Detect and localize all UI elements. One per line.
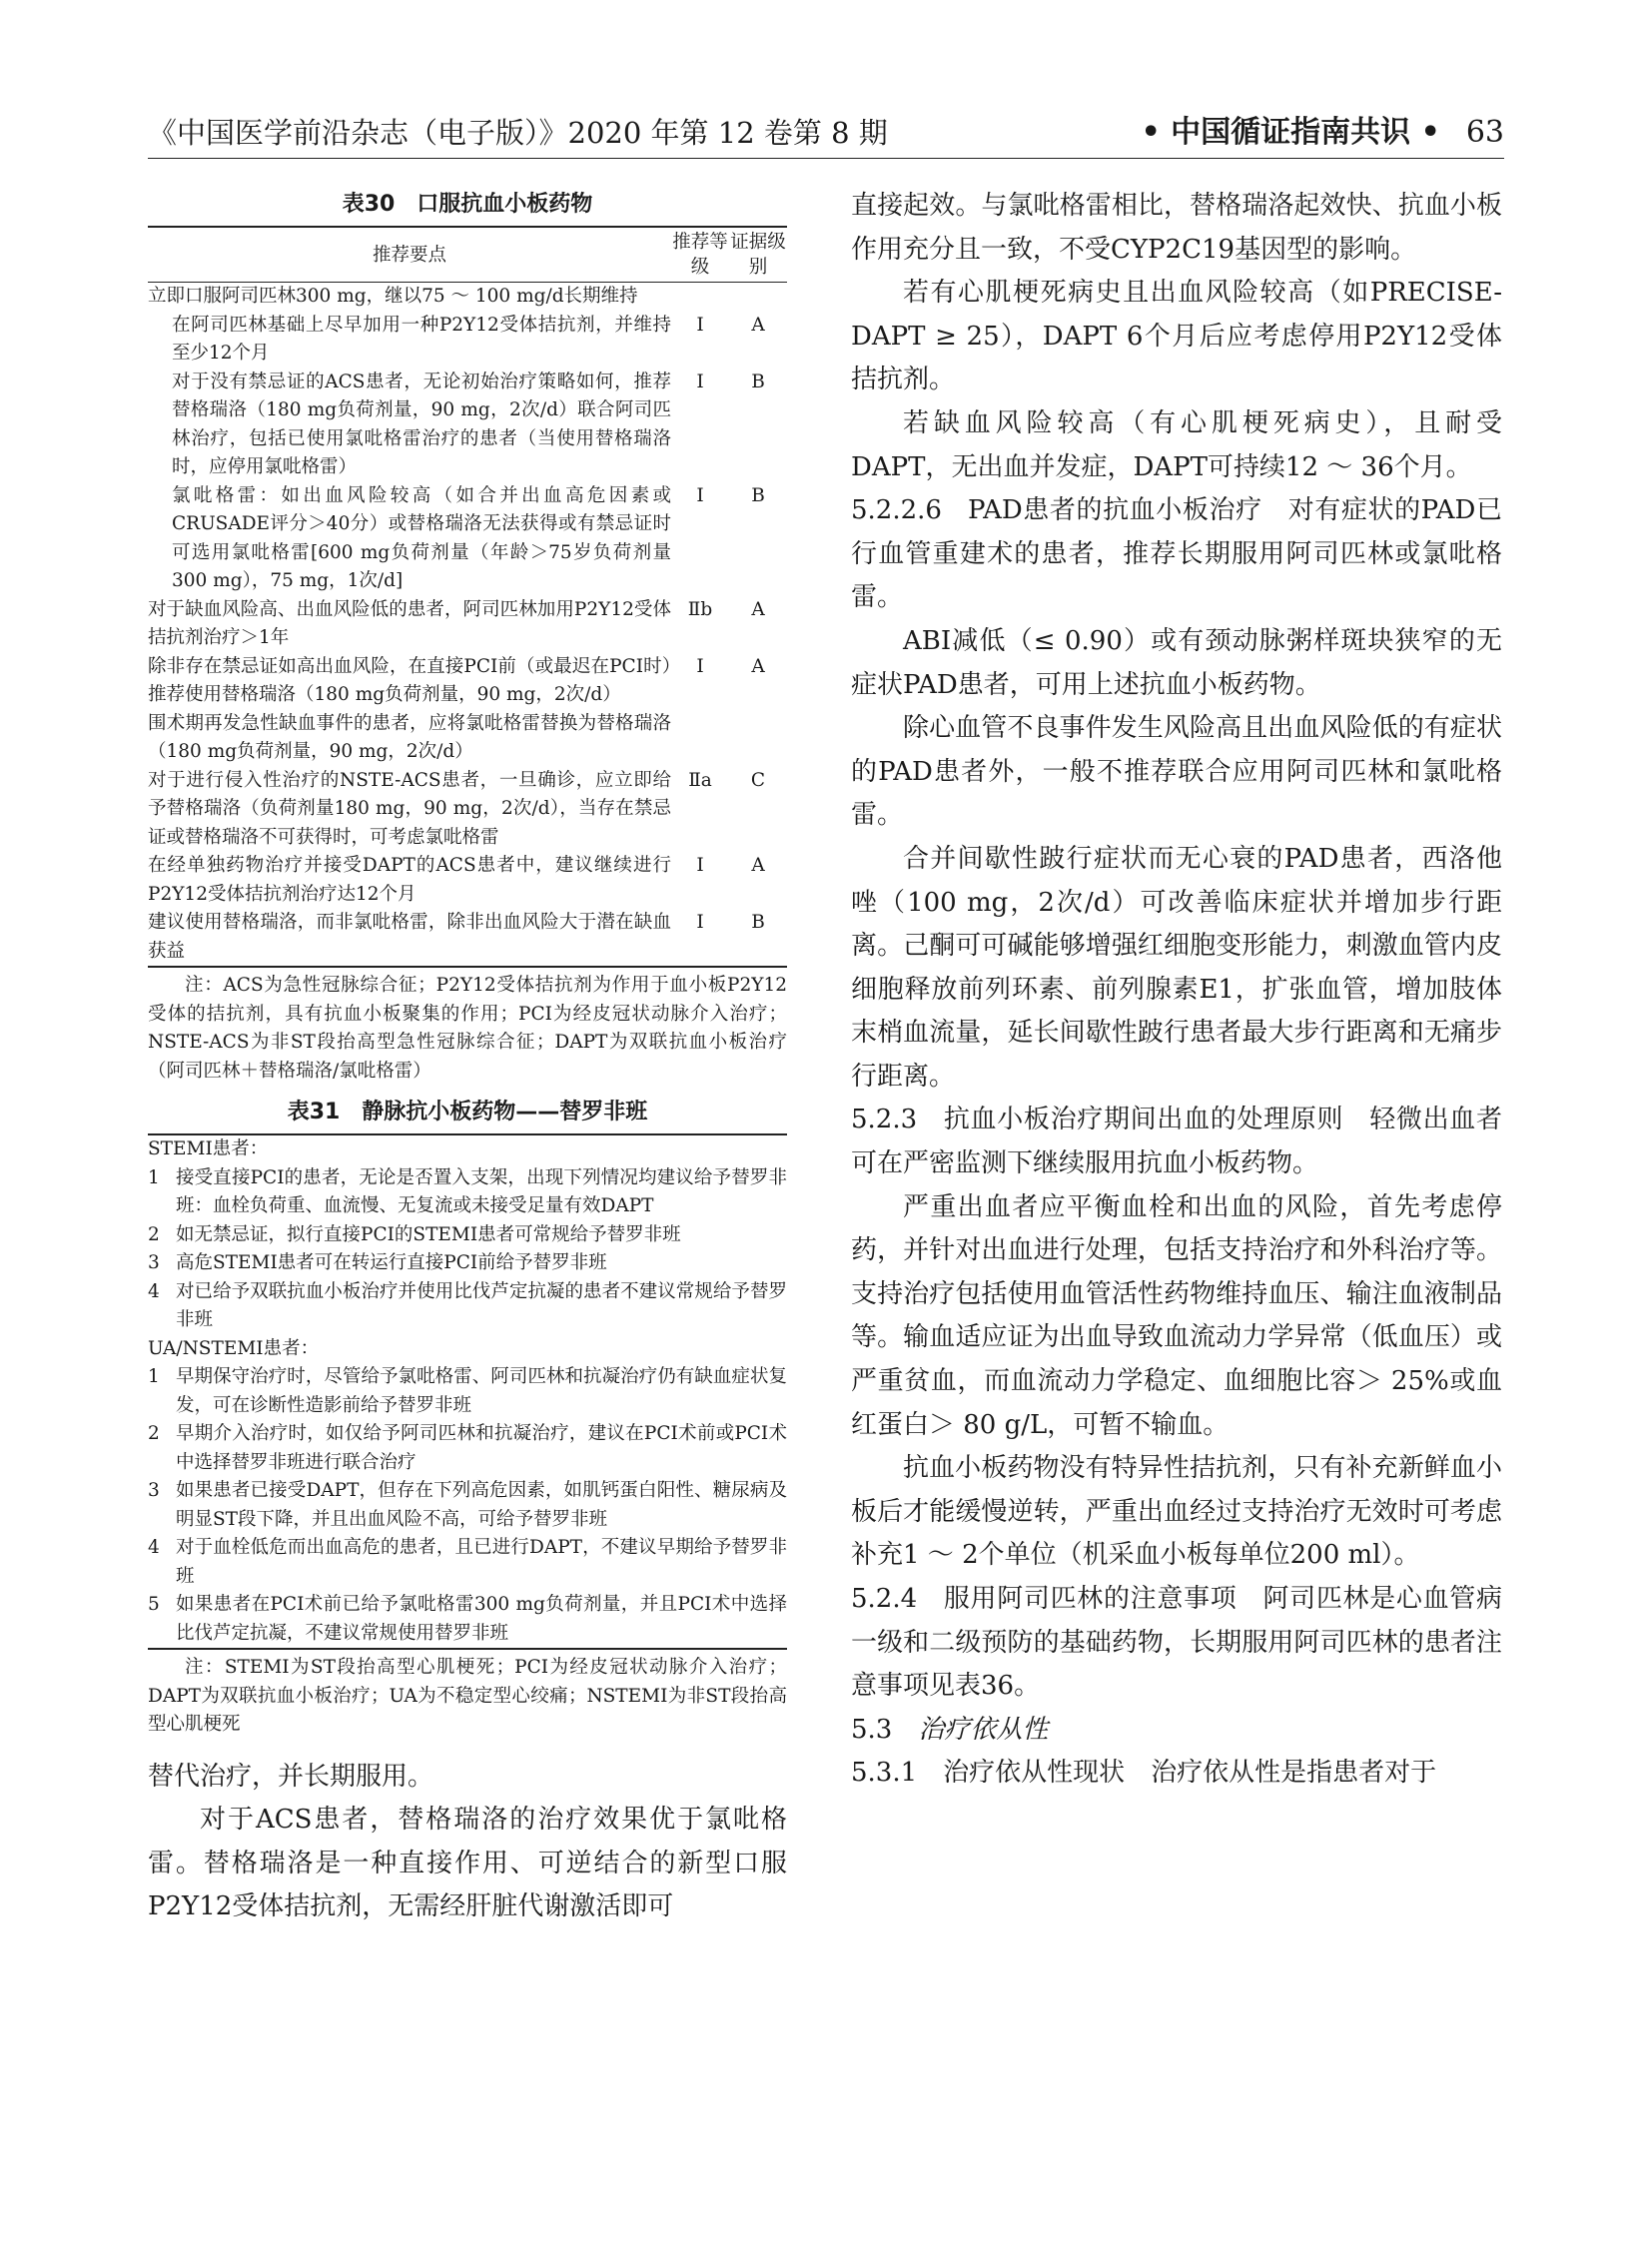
section-5-3 [851,1709,1502,1753]
col-grade: 推荐等级 [672,232,728,278]
header-rule [148,158,1504,159]
section-text: 对有症状的PAD已行血管重建术的患者，推荐长期服用阿司匹林或氯吡格雷。 [851,495,1503,613]
table-row: 立即口服阿司匹林300 mg，继以75 ～ 100 mg/d长期维持 [148,286,638,307]
section-title: PAD患者的抗血小板治疗 [967,495,1262,526]
col-level: 证据级别 [730,232,786,278]
section-5-3-1 [851,1752,1502,1796]
section-number: 5.3.1 [851,1758,918,1789]
table-row: 对于缺血风险高、出血风险低的患者，阿司匹林加用P2Y12受体拮抗剂治疗＞1年 Ⅱb A [148,598,765,648]
table30-note: 注：ACS为急性冠脉综合征；P2Y12受体拮抗剂为作用于血小板P2Y12受体的拮抗剂，具有抗血小板聚集的作用；PCI为经皮冠状动脉介入治疗；NSTE-ACS为非ST段抬高型急性冠脉综合征；DAPT为双联抗血小板治疗（阿司匹林＋替格瑞洛/氯吡格雷） [148,975,787,1082]
list-item: 2 早期介入治疗时，如仅给予阿司匹林和抗凝治疗，建议在PCI术前或PCI术中选择替罗非班进行联合治疗 [148,1423,787,1473]
table30 [148,226,787,968]
paragraph: 若缺血风险较高（有心肌梗死病史），且耐受DAPT，无出血并发症，DAPT可持续12 ～ 36个月。 [851,407,1502,482]
section-name: • 中国循证指南共识 • [1141,115,1440,150]
left-column [148,185,787,1929]
journal-citation: 《中国医学前沿杂志（电子版）》2020 年第 12 卷第 8 期 [148,116,888,150]
list-item: 4 对于血栓低危而出血高危的患者，且已进行DAPT，不建议早期给予替罗非班 [148,1537,787,1587]
section-number: 5.2.3 [851,1105,918,1135]
paragraph: ABI减低（≤ 0.90）或有颈动脉粥样斑块狭窄的无症状PAD患者，可用上述抗血小板药物。 [851,625,1502,700]
paragraph: 严重出血者应平衡血栓和出血的风险，首先考虑停药，并针对出血进行处理，包括支持治疗和外科治疗等。支持治疗包括使用血管活性药物维持血压、输注血液制品等。输血适应证为出血导致血流动力学异常（低血压）或严重贫血，而血流动力学稳定、血细胞比容＞ 25%或血红蛋白＞ 80 g/L，可暂不输血。 [851,1191,1502,1440]
table-row: 在阿司匹林基础上尽早加用一种P2Y12受体拮抗剂，并维持至少12个月 Ⅰ A [172,314,765,364]
paragraph: 替代治疗，并长期服用。 [148,1761,434,1792]
section-title: 服用阿司匹林的注意事项 [943,1584,1238,1614]
table-row: 在经单独药物治疗并接受DAPT的ACS患者中，建议继续进行P2Y12受体拮抗剂治疗达12个月 Ⅰ A [148,855,765,905]
paragraph: 合并间歇性跛行症状而无心衰的PAD患者，西洛他唑（100 mg，2次/d）可改善临床症状并增加步行距离。己酮可可碱能够增强红细胞变形能力，刺激血管内皮细胞释放前列环素、前列腺素E1，扩张血管，增加肢体末梢血流量，延长间歇性跛行患者最大步行距离和无痛步行距离。 [851,843,1502,1092]
section-number: 5.2.4 [851,1584,918,1614]
ua-section-title: UA/NSTEMI患者： [148,1337,320,1359]
section-5-2-3 [851,1099,1502,1185]
section-title: 治疗依从性 [918,1714,1049,1745]
table-row: 除非存在禁忌证如高出血风险，在直接PCI前（或最迟在PCI时）推荐使用替格瑞洛（180 mg负荷剂量，90 mg，2次/d） Ⅰ A [148,655,765,705]
list-item: 5 如果患者在PCI术前已给予氯吡格雷300 mg负荷剂量，并且PCI术中选择比伐芦定抗凝，不建议常规使用替罗非班 [148,1594,787,1644]
table-row: 对于进行侵入性治疗的NSTE-ACS患者，一旦确诊，应立即给予替格瑞洛（负荷剂量180 mg，90 mg，2次/d），当存在禁忌证或替格瑞洛不可获得时，可考虑氯吡格雷 Ⅱa C [148,769,766,848]
paragraph: 除心血管不良事件发生风险高且出血风险低的有症状的PAD患者外，一般不推荐联合应用阿司匹林和氯吡格雷。 [851,713,1502,831]
section-text: 轻微出血者可在严密监测下继续服用抗血小板药物。 [851,1105,1502,1179]
section-title: 治疗依从性现状 [943,1758,1126,1789]
table31 [148,1133,787,1650]
section-5-2-4 [851,1578,1502,1709]
stemi-section-title: STEMI患者： [148,1138,269,1159]
table31-caption: 表31 静脉抗小板药物——替罗非班 [287,1100,648,1124]
table-row: 建议使用替格瑞洛，而非氯吡格雷，除非出血风险大于潜在缺血获益 Ⅰ B [148,912,765,962]
paragraph: 直接起效。与氯吡格雷相比，替格瑞洛起效快、抗血小板作用充分且一致，不受CYP2C19基因型的影响。 [851,191,1502,265]
list-item: 1 早期保守治疗时，尽管给予氯吡格雷、阿司匹林和抗凝治疗仍有缺血症状复发，可在诊断性造影前给予替罗非班 [148,1366,787,1416]
section-label [1142,115,1504,151]
list-item: 3 高危STEMI患者可在转运行直接PCI前给予替罗非班 [148,1252,607,1273]
table-row: 围术期再发急性缺血事件的患者，应将氯吡格雷替换为替格瑞洛（180 mg负荷剂量，90 mg，2次/d） [148,712,671,762]
table31-note: 注：STEMI为ST段抬高型心肌梗死；PCI为经皮冠状动脉介入治疗；DAPT为双联抗血小板治疗；UA为不稳定型心绞痛；NSTEMI为非ST段抬高型心肌梗死 [148,1657,787,1735]
list-item: 2 如无禁忌证，拟行直接PCI的STEMI患者可常规给予替罗非班 [148,1223,681,1245]
col-recommendation: 推荐要点 [372,245,446,266]
list-item: 1 接受直接PCI的患者，无论是否置入支架，出现下列情况均建议给予替罗非班：血栓负荷重、血流慢、无复流或未接受足量有效DAPT [148,1166,787,1216]
table-row: 对于没有禁忌证的ACS患者，无论初始治疗策略如何，推荐替格瑞洛（180 mg负荷剂量，90 mg，2次/d）联合阿司匹林治疗，包括已使用氯吡格雷治疗的患者（当使用替格瑞洛时，应停用氯吡格雷） Ⅰ B [172,371,765,477]
paragraph: 抗血小板药物没有特异性拮抗剂，只有补充新鲜血小板后才能缓慢逆转，严重出血经过支持治疗无效时可考虑补充1 ～ 2个单位（机采血小板每单位200 ml）。 [851,1453,1502,1571]
paragraph: 若有心肌梗死病史且出血风险较高（如PRECISE-DAPT ≥ 25），DAPT 6个月后应考虑停用P2Y12受体拮抗剂。 [851,278,1502,395]
section-title: 抗血小板治疗期间出血的处理原则 [943,1105,1344,1135]
section-number: 5.2.2.6 [851,495,942,526]
section-text: 治疗依从性是指患者对于 [1151,1758,1437,1789]
paragraph: 对于ACS患者，替格瑞洛的治疗效果优于氯吡格雷。替格瑞洛是一种直接作用、可逆结合的新型口服P2Y12受体拮抗剂，无需经肝脏代谢激活即可 [148,1805,787,1922]
right-column [851,185,1502,1796]
list-item: 4 对已给予双联抗血小板治疗并使用比伐芦定抗凝的患者不建议常规给予替罗非班 [148,1280,787,1330]
section-number: 5.3 [851,1714,893,1745]
table30-header [148,228,787,283]
section-text: 阿司匹林是心血管病一级和二级预防的基础药物，长期服用阿司匹林的患者注意事项见表36。 [851,1584,1502,1702]
left-body-text [148,1756,787,1929]
section-5-2-2-6 [851,489,1502,620]
list-item: 3 如果患者已接受DAPT，但存在下列高危因素，如肌钙蛋白阳性、糖尿病及明显ST段下降，并且出血风险不高，可给予替罗非班 [148,1480,787,1530]
table30-caption: 表30 口服抗血小板药物 [342,192,593,217]
table-row: 氯吡格雷：如出血风险较高（如合并出血高危因素或CRUSADE评分＞40分）或替格瑞洛无法获得或有禁忌证时可选用氯吡格雷[600 mg负荷剂量（年龄＞75岁负荷剂量300 mg），75 mg，1次/d] Ⅰ B [172,484,765,591]
page-number: 63 [1465,115,1504,150]
